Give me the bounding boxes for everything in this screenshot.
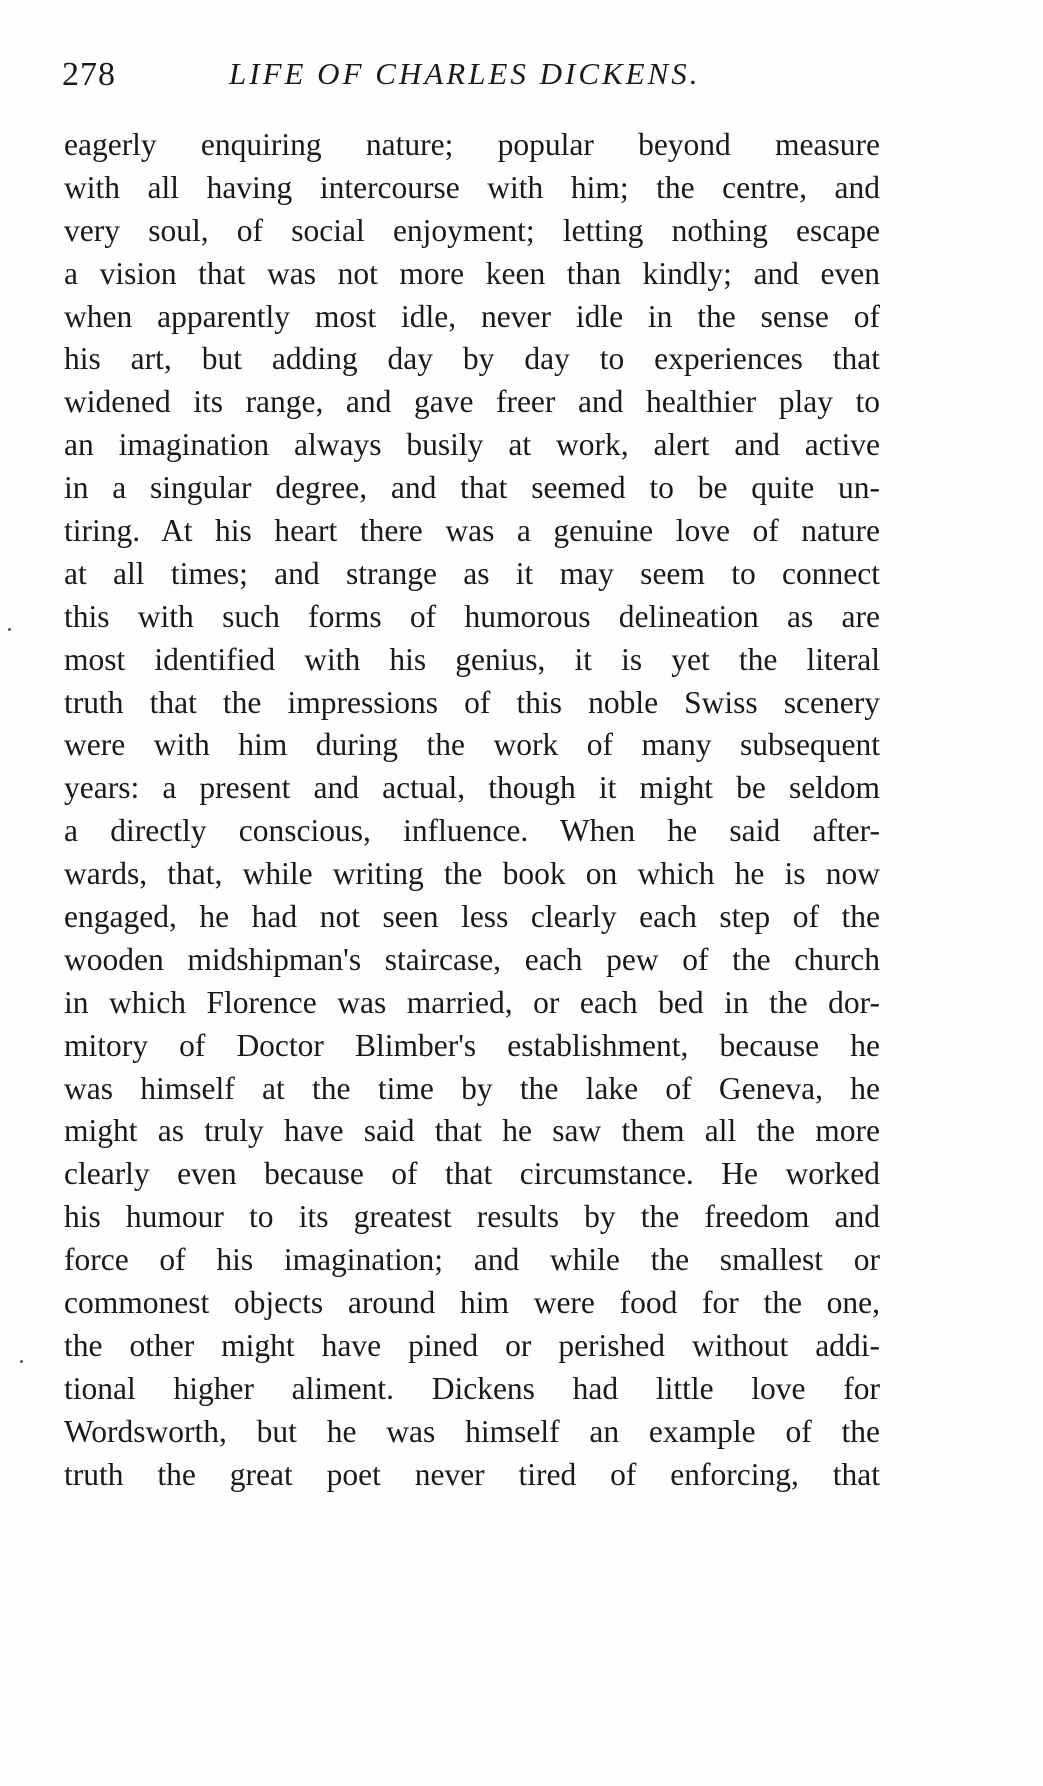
print-speck xyxy=(8,628,11,631)
text-line: very soul, of social enjoyment; letting nothing escape xyxy=(64,212,880,248)
text-line: his humour to its greatest results by the freedom and xyxy=(64,1199,880,1235)
text-line: in which Florence was married, or each bed in the dor- xyxy=(64,984,880,1020)
text-line: tiring. At his heart there was a genuine love of nature xyxy=(64,513,880,549)
text-line: wooden midshipman's staircase, each pew of the church xyxy=(64,941,880,977)
text-line: his art, but adding day by day to experiences that xyxy=(64,341,880,377)
text-line: truth the great poet never tired of enforcing, that xyxy=(64,1456,880,1492)
text-line: clearly even because of that circumstance. He worked xyxy=(64,1156,880,1192)
body-text xyxy=(64,124,880,1497)
text-line: eagerly enquiring nature; popular beyond measure xyxy=(64,127,880,162)
text-line: with all having intercourse with him; the centre, and xyxy=(64,169,880,205)
text-line: tional higher aliment. Dickens had little love for xyxy=(64,1370,880,1406)
text-line: most identified with his genius, it is yet the literal xyxy=(64,641,880,677)
running-head: LIFE OF CHARLES DICKENS. xyxy=(229,56,701,91)
text-line: a vision that was not more keen than kindly; and even xyxy=(64,255,880,291)
page-header xyxy=(62,56,880,106)
text-line: at all times; and strange as it may seem to connect xyxy=(64,555,880,591)
text-line: the other might have pined or perished without addi- xyxy=(64,1327,880,1363)
print-speck xyxy=(20,1360,23,1363)
text-line: commonest objects around him were food for the one, xyxy=(64,1285,880,1321)
text-line: engaged, he had not seen less clearly each step of the xyxy=(64,899,880,935)
text-line: Wordsworth, but he was himself an example of the xyxy=(64,1413,880,1449)
text-line: this with such forms of humorous delineation as are xyxy=(64,598,880,634)
text-line: were with him during the work of many subsequent xyxy=(64,727,880,763)
text-line: wards, that, while writing the book on which he is now xyxy=(64,856,880,892)
text-line: an imagination always busily at work, alert and active xyxy=(64,427,880,463)
text-line: years: a present and actual, though it might be seldom xyxy=(64,770,880,806)
text-line: when apparently most idle, never idle in the sense of xyxy=(64,298,880,334)
text-line: a directly conscious, influence. When he said after- xyxy=(64,813,880,849)
text-line: in a singular degree, and that seemed to be quite un- xyxy=(64,470,880,506)
text-line: truth that the impressions of this noble Swiss scenery xyxy=(64,684,880,720)
text-line: force of his imagination; and while the smallest or xyxy=(64,1242,880,1278)
text-line: mitory of Doctor Blimber's establishment, because he xyxy=(64,1027,880,1063)
text-line: might as truly have said that he saw them all the more xyxy=(64,1113,880,1149)
page-number: 278 xyxy=(62,56,116,93)
text-line: widened its range, and gave freer and healthier play to xyxy=(64,384,880,420)
text-line: was himself at the time by the lake of Geneva, he xyxy=(64,1070,880,1106)
